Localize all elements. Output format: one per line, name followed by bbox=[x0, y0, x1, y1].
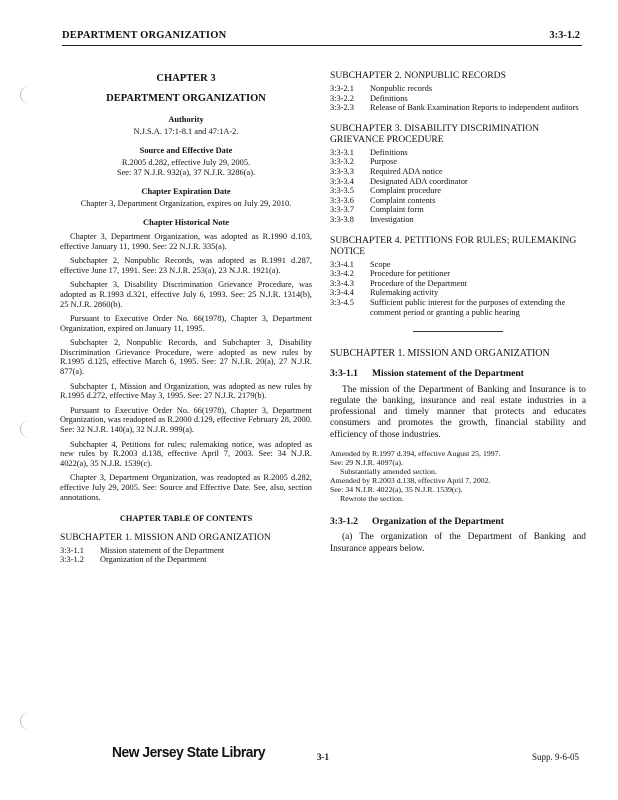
history-line: Rewrote the section. bbox=[340, 493, 404, 503]
toc-section-title: Procedure for petitioner bbox=[370, 269, 450, 279]
toc-section-title: Investigation bbox=[370, 214, 414, 224]
toc-section-number: 3:3-4.2 bbox=[330, 269, 354, 279]
toc-section-number: 3:3-2.1 bbox=[330, 84, 354, 93]
toc-section-number: 3:3-2.3 bbox=[330, 103, 354, 113]
toc-section-title: Procedure of the Department bbox=[370, 278, 467, 288]
toc-entry bbox=[330, 279, 586, 289]
history-paragraph: Chapter 3, Department Organization, was readopted as R.2005 d.282, effective July 29, 2005. See: Source and Effective Date. See, also, section annotations. bbox=[60, 473, 312, 502]
history-paragraph: Pursuant to Executive Order No. 66(1978), Chapter 3, Department Organization, expired on January 11, 1995. bbox=[60, 314, 312, 333]
toc-entry bbox=[330, 167, 586, 177]
toc-section-title: Release of Bank Examination Reports to independent auditors bbox=[370, 103, 579, 113]
toc-entry bbox=[330, 288, 586, 298]
section-divider bbox=[413, 331, 503, 332]
running-header-title: DEPARTMENT ORGANIZATION bbox=[62, 30, 227, 41]
history-paragraph: Pursuant to Executive Order No. 66(1978), Chapter 3, Department Organization, was readopted as R.2000 d.129, effective February 28, 2000. See: 32 N.J.R. 140(a), 32 N.J.R. 999(a). bbox=[60, 405, 312, 435]
expiration-text: Chapter 3, Department Organization, expires on July 29, 2010. bbox=[80, 198, 292, 208]
toc-section-title: Definitions bbox=[370, 93, 408, 103]
source-text: See: 37 N.J.R. 932(a), 37 N.J.R. 3286(a). bbox=[116, 167, 256, 177]
toc-entry bbox=[330, 186, 586, 196]
subchapter-heading: SUBCHAPTER 1. MISSION AND ORGANIZATION bbox=[330, 348, 550, 360]
history-line: See: 29 N.J.R. 4097(a). bbox=[330, 457, 403, 467]
history-paragraph: Subchapter 2, Nonpublic Records, was adopted as R.1991 d.287, effective June 17, 1991. See: 23 N.J.R. 253(a), 23 N.J.R. 1921(a). bbox=[60, 256, 312, 275]
toc-entry bbox=[330, 269, 586, 279]
toc-section-number: 3:3-1.1 bbox=[60, 545, 84, 555]
toc-entry bbox=[330, 103, 586, 113]
section-title: Organization of the Department bbox=[372, 515, 504, 527]
toc-entry bbox=[330, 157, 586, 167]
left-column bbox=[60, 58, 312, 565]
source-heading: Source and Effective Date bbox=[139, 146, 233, 156]
toc-entry bbox=[330, 298, 586, 317]
toc-section-number: 3:3-4.1 bbox=[330, 259, 354, 269]
toc-section-title: Organization of the Department bbox=[100, 555, 207, 565]
section-body: The mission of the Department of Banking and Insurance is to regulate the banking, insurance and real estate industries in a professional and timely manner that protects and educates consumers and promotes the growth, financial stability and efficiency of those industries. bbox=[330, 384, 586, 440]
section-heading bbox=[330, 369, 586, 379]
binder-hole-mark bbox=[20, 86, 39, 104]
toc-entry bbox=[330, 94, 586, 104]
toc-section-number: 3:3-3.4 bbox=[330, 176, 354, 186]
toc-section-number: 3:3-4.3 bbox=[330, 278, 354, 288]
history-line: Amended by R.2003 d.138, effective April 7, 2002. bbox=[330, 475, 491, 485]
source-text: R.2005 d.282, effective July 29, 2005. bbox=[121, 157, 251, 167]
toc-subchapter-heading: SUBCHAPTER 1. MISSION AND ORGANIZATION bbox=[60, 531, 271, 543]
toc-section-title: Complaint form bbox=[370, 205, 424, 215]
toc-section-title: Sufficient public interest for the purposes of extending the comment period or granting a public hearing bbox=[370, 297, 566, 317]
toc-entry bbox=[60, 546, 312, 556]
history-line: Amended by R.1997 d.394, effective August 25, 1997. bbox=[330, 448, 501, 458]
toc-section-title: Complaint contents bbox=[370, 195, 436, 205]
toc-entry bbox=[330, 260, 586, 270]
toc-section-number: 3:3-3.5 bbox=[330, 186, 354, 196]
toc-section-number: 3:3-3.6 bbox=[330, 195, 354, 205]
toc-entry bbox=[330, 148, 586, 158]
binder-hole-mark bbox=[20, 712, 39, 730]
running-header-section: 3:3-1.2 bbox=[549, 30, 580, 41]
toc-section-number: 3:3-4.5 bbox=[330, 297, 354, 307]
page-number: 3-1 bbox=[317, 752, 329, 762]
toc-entry bbox=[330, 215, 586, 225]
library-logo: New Jersey State Library bbox=[112, 744, 266, 761]
right-column bbox=[330, 58, 586, 563]
toc-entry bbox=[330, 177, 586, 187]
toc-section-title: Nonpublic records bbox=[370, 84, 433, 93]
history-paragraph: Subchapter 1, Mission and Organization, was adopted as new rules by R.1995 d.272, effective May 3, 1995. See: 27 N.J.R. 2179(b). bbox=[60, 381, 312, 401]
authority-text: N.J.S.A. 17:1-8.1 and 47:1A-2. bbox=[133, 126, 239, 136]
section-number: 3:3-1.1 bbox=[330, 368, 358, 380]
historical-note bbox=[60, 232, 312, 502]
toc-section-title: Designated ADA coordinator bbox=[370, 176, 468, 186]
history-paragraph: Subchapter 3, Disability Discrimination Grievance Procedure, was adopted as R.1993 d.321, effective July 6, 1993. See: 25 N.J.R. 1314(b), 25 N.J.R. 2860(b). bbox=[60, 280, 312, 309]
chapter-number: CHAPTER 3 bbox=[156, 73, 216, 84]
toc-section-number: 3:3-3.7 bbox=[330, 205, 354, 215]
toc-entry bbox=[330, 205, 586, 215]
toc-entry bbox=[60, 555, 312, 565]
toc-subchapter-heading: SUBCHAPTER 3. DISABILITY DISCRIMINATION GRIEVANCE PROCEDURE bbox=[330, 122, 540, 145]
section-body: (a) The organization of the Department of Banking and Insurance appears below. bbox=[330, 532, 586, 554]
section-title: Mission statement of the Department bbox=[372, 368, 524, 380]
authority-heading: Authority bbox=[168, 115, 204, 125]
expiration-heading: Chapter Expiration Date bbox=[141, 187, 231, 197]
toc-section-title: Scope bbox=[370, 259, 391, 269]
history-paragraph: Subchapter 4, Petitions for rules; rulemaking notice, was adopted as new rules by R.2003 d.138, effective April 7, 2003. See: 34 N.J.R. 4022(a), 35 N.J.R. 1539(c). bbox=[60, 439, 312, 468]
history-paragraph: Chapter 3, Department Organization, was adopted as R.1990 d.103, effective January 11, 1990. See: 22 N.J.R. 335(a). bbox=[60, 231, 312, 251]
section-number: 3:3-1.2 bbox=[330, 515, 358, 527]
toc-section-title: Complaint procedure bbox=[370, 186, 441, 196]
chapter-title: DEPARTMENT ORGANIZATION bbox=[106, 92, 266, 104]
section-heading bbox=[330, 517, 586, 527]
toc-section-number: 3:3-3.2 bbox=[330, 157, 354, 167]
toc-section-number: 3:3-3.8 bbox=[330, 214, 354, 224]
toc-section-number: 3:3-3.3 bbox=[330, 166, 354, 176]
supplement-date: Supp. 9-6-05 bbox=[532, 752, 579, 762]
section-history bbox=[330, 449, 586, 503]
toc-section-title: Mission statement of the Department bbox=[100, 545, 225, 555]
toc-heading: CHAPTER TABLE OF CONTENTS bbox=[119, 514, 253, 524]
toc-section-title: Definitions bbox=[370, 147, 408, 157]
history-heading: Chapter Historical Note bbox=[143, 218, 229, 228]
toc-section-title: Required ADA notice bbox=[370, 166, 443, 176]
history-paragraph: Subchapter 2, Nonpublic Records, and Subchapter 3, Disability Discrimination Grievance Procedure, were adopted as new rules by R.1995 d.125, effective March 6, 1995. See: 27 N.J.R. 20(a), 27 N.J.R. 877(a). bbox=[60, 338, 312, 377]
toc-section-number: 3:3-2.2 bbox=[330, 93, 354, 103]
history-line: See: 34 N.J.R. 4022(a), 35 N.J.R. 1539(c). bbox=[330, 484, 463, 494]
binder-hole-mark bbox=[20, 420, 39, 438]
toc-section-number: 3:3-1.2 bbox=[60, 555, 84, 565]
toc-subchapter-heading: SUBCHAPTER 4. PETITIONS FOR RULES; RULEMAKING NOTICE bbox=[330, 234, 577, 257]
toc-section-title: Purpose bbox=[370, 157, 397, 167]
history-line: Substantially amended section. bbox=[340, 466, 437, 476]
toc-section-number: 3:3-3.1 bbox=[330, 147, 354, 157]
toc-section-title: Rulemaking activity bbox=[370, 288, 439, 298]
header-rule bbox=[62, 45, 582, 46]
toc-section-number: 3:3-4.4 bbox=[330, 288, 354, 298]
toc-entry bbox=[330, 84, 586, 94]
toc-entry bbox=[330, 196, 586, 206]
toc-subchapter-heading: SUBCHAPTER 2. NONPUBLIC RECORDS bbox=[330, 70, 506, 81]
